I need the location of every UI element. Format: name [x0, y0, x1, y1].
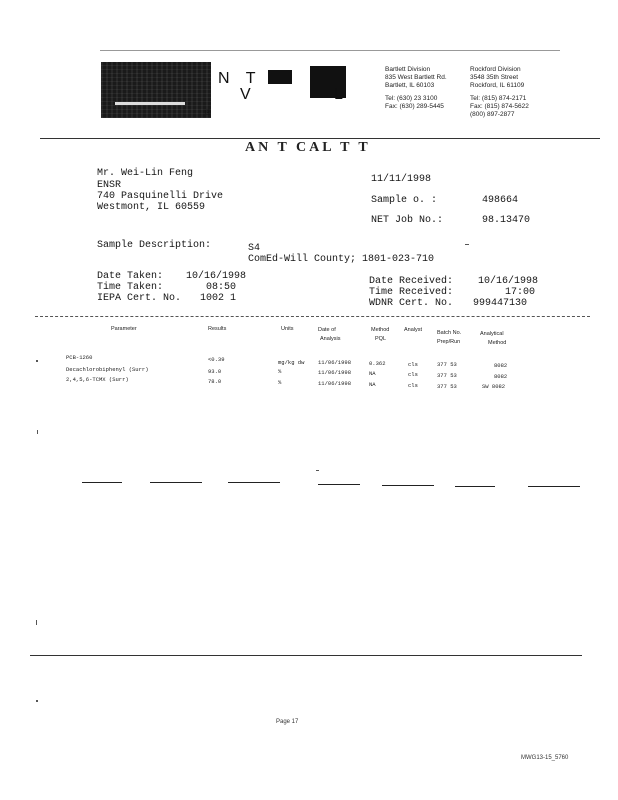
- time-received-label: Time Received:: [369, 287, 454, 298]
- logo-text-line2-end: L: [334, 86, 349, 103]
- divider-segment: [455, 486, 495, 487]
- header-analyst: Analyst: [404, 327, 423, 333]
- rockford-name: Rockford Division: [470, 66, 521, 73]
- row-pql: NA: [369, 381, 376, 388]
- rockford-tel: Tel: (815) 874-2171: [470, 95, 527, 102]
- top-border-line: [100, 50, 560, 51]
- logo-redaction-mark: [268, 70, 292, 84]
- row-method: 8082: [494, 373, 508, 380]
- row-date: 11/06/1998: [318, 359, 352, 366]
- sample-description-id: S4: [248, 243, 261, 254]
- net-job-number: 98.13470: [482, 215, 531, 226]
- rockford-address: [470, 66, 529, 119]
- row-units: %: [278, 368, 282, 375]
- date-received: 10/16/1998: [478, 276, 539, 287]
- header-batch-no: Batch No. Prep/Run: [437, 330, 462, 345]
- scan-speck: [36, 700, 38, 702]
- date-taken: 10/16/1998: [186, 271, 247, 282]
- row-result: <0.39: [208, 356, 225, 363]
- bartlett-city: Bartlett, IL 60103: [385, 82, 435, 89]
- page-label: Page 17: [276, 719, 299, 725]
- scan-speck: [465, 244, 469, 245]
- header-analytical-method: Analytical Method: [480, 331, 507, 346]
- client-company: ENSR: [97, 180, 122, 191]
- net-job-label: NET Job No.:: [371, 215, 444, 226]
- row-parameter: PCB-1260: [66, 354, 93, 361]
- time-taken-label: Time Taken:: [97, 282, 164, 293]
- header-units: Units: [281, 326, 294, 332]
- iepa-cert-label: IEPA Cert. No.: [97, 293, 182, 304]
- rockford-city: Rockford, IL 61109: [470, 82, 525, 89]
- rockford-street: 3548 35th Street: [470, 74, 519, 81]
- row-units: %: [278, 379, 282, 386]
- header-rule: [40, 138, 600, 139]
- client-street: 740 Pasquinelli Drive: [97, 191, 224, 202]
- bartlett-name: Bartlett Division: [385, 66, 431, 73]
- divider-segment: [528, 486, 580, 487]
- report-date: 11/11/1998: [371, 174, 432, 185]
- rockford-fax: Fax: (815) 874-5622: [470, 103, 529, 110]
- row-analyst: cls: [408, 382, 418, 389]
- row-result: 78.0: [208, 378, 222, 385]
- row-parameter: 2,4,5,6-TCMX (Surr): [66, 376, 129, 383]
- header-parameter: Parameter: [111, 326, 137, 332]
- report-title: AN T CAL T T: [245, 140, 371, 155]
- header-method-pql: Method PQL: [371, 327, 390, 342]
- row-batch: 377 53: [437, 361, 457, 368]
- time-received: 17:00: [505, 287, 536, 298]
- sample-number: 498664: [482, 195, 519, 206]
- table-row: [66, 366, 149, 373]
- row-date: 11/06/1998: [318, 369, 352, 376]
- bartlett-tel: Tel: (630) 23 3100: [385, 95, 438, 102]
- logo-text-line1: N T: [218, 70, 262, 87]
- bartlett-address: [385, 66, 447, 111]
- client-city: Westmont, IL 60559: [97, 202, 206, 213]
- sample-description-label: Sample Description:: [97, 240, 212, 251]
- registered-mark: ®: [205, 108, 211, 117]
- date-taken-label: Date Taken:: [97, 271, 164, 282]
- row-batch: 377 53: [437, 383, 457, 390]
- row-batch: 377 53: [437, 372, 457, 379]
- rockford-phone: (800) 897-2877: [470, 111, 515, 118]
- logo-text-line2: V: [240, 86, 257, 103]
- row-pql: 0.362: [369, 360, 386, 367]
- company-logo: [101, 62, 211, 118]
- header-date-of-analysis: Date of Analysis: [318, 327, 341, 342]
- divider-segment: [228, 482, 280, 483]
- table-row: [66, 376, 129, 383]
- sample-number-label: Sample o. :: [371, 195, 438, 206]
- scan-speck: [316, 470, 319, 471]
- bartlett-street: 835 West Bartlett Rd.: [385, 74, 447, 81]
- wdnr-cert-number: 999447130: [473, 298, 528, 309]
- row-analyst: cls: [408, 361, 418, 368]
- iepa-cert-number: 1002 1: [200, 293, 237, 304]
- divider-segment: [82, 482, 122, 483]
- sample-description-site: ComEd-Will County; 1801-023-710: [248, 254, 435, 265]
- row-method: SW 8082: [482, 383, 506, 390]
- row-result: 93.0: [208, 368, 222, 375]
- client-name: Mr. Wei-Lin Feng: [97, 168, 194, 179]
- bartlett-fax: Fax: (630) 289-5445: [385, 103, 444, 110]
- scan-speck: [36, 360, 38, 362]
- wdnr-cert-label: WDNR Cert. No.: [369, 298, 454, 309]
- table-row: [66, 354, 92, 361]
- time-taken: 08:50: [206, 282, 237, 293]
- row-method: 8082: [494, 362, 508, 369]
- divider-segment: [150, 482, 202, 483]
- row-parameter: Decachlorobiphenyl (Surr): [66, 366, 149, 373]
- scan-speck: [36, 620, 37, 625]
- divider-segment: [318, 484, 360, 485]
- header-results: Results: [208, 326, 227, 332]
- scan-speck: [37, 430, 38, 434]
- divider-segment: [382, 485, 434, 486]
- row-units: mg/kg dw: [278, 359, 305, 366]
- row-pql: NA: [369, 370, 376, 377]
- bottom-rule: [30, 655, 582, 656]
- document-id: MWG13-15_5760: [521, 755, 569, 761]
- row-analyst: cls: [408, 371, 418, 378]
- table-top-rule: [35, 316, 590, 317]
- row-date: 11/06/1998: [318, 380, 352, 387]
- date-received-label: Date Received:: [369, 276, 454, 287]
